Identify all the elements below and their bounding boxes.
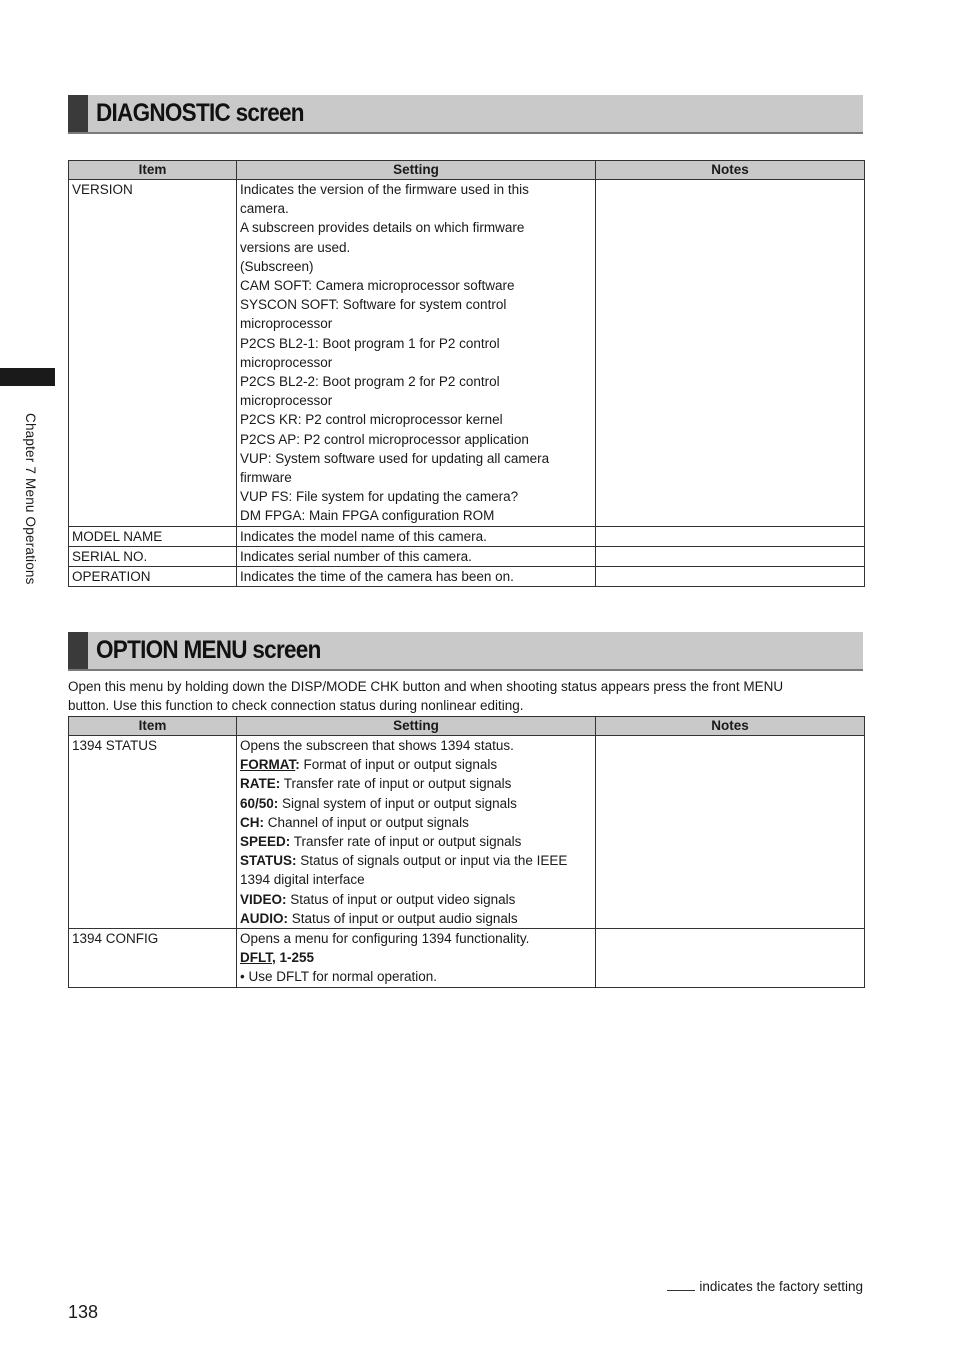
option-menu-section-header (68, 632, 863, 671)
table-row (69, 546, 865, 566)
setting-line (240, 870, 592, 889)
setting-line: • Use DFLT for normal operation. (240, 969, 438, 985)
setting-cell (237, 736, 596, 929)
setting-cell: Indicates the time of the camera has been on. (237, 567, 596, 587)
factory-default-value: DFLT (240, 950, 272, 966)
chapter-tab-marker (0, 368, 55, 386)
table-row (69, 526, 865, 546)
setting-line: SYSCON SOFT: Software for system control (240, 297, 507, 313)
page-number: 138 (68, 1302, 99, 1322)
option-menu-title: OPTION MENU screen (96, 636, 321, 664)
setting-key: STATUS: (240, 853, 297, 869)
setting-line (240, 755, 592, 774)
table-row (69, 929, 865, 988)
item-cell: VERSION (69, 180, 237, 527)
range-values: , 1-255 (272, 950, 315, 966)
factory-default-key: FORMAT (240, 757, 296, 773)
setting-cell (237, 180, 596, 527)
table-row (69, 736, 865, 929)
setting-line: VUP: System software used for updating all camera (240, 450, 550, 466)
table-row (69, 567, 865, 587)
setting-text: Status of input or output video signals (286, 891, 516, 907)
header-notes: Notes (596, 161, 865, 180)
notes-cell (596, 546, 865, 566)
setting-line: CAM SOFT: Camera microprocessor software (240, 278, 515, 294)
setting-line (240, 774, 592, 793)
setting-line: (Subscreen) (240, 258, 314, 274)
setting-line: A subscreen provides details on which firmware (240, 220, 525, 236)
notes-cell (596, 526, 865, 546)
setting-line: DM FPGA: Main FPGA configuration ROM (240, 508, 495, 524)
item-cell: OPERATION (69, 567, 237, 587)
header-setting: Setting (237, 161, 596, 180)
setting-line: firmware (240, 470, 292, 486)
option-menu-intro (68, 677, 868, 715)
setting-text: Channel of input or output signals (264, 814, 469, 830)
setting-line (240, 909, 592, 928)
key-separator: : (295, 757, 300, 773)
setting-text: Transfer rate of input or output signals (280, 776, 512, 792)
setting-text: 1394 digital interface (240, 872, 365, 888)
item-cell: 1394 STATUS (69, 736, 237, 929)
section-accent (68, 95, 88, 132)
setting-line (240, 832, 592, 851)
setting-key: SPEED: (240, 834, 291, 850)
underline-sample (667, 1290, 695, 1291)
setting-cell: Indicates serial number of this camera. (237, 546, 596, 566)
setting-key: 60/50: (240, 795, 279, 811)
legend-text: indicates the factory setting (699, 1279, 863, 1294)
header-item: Item (69, 161, 237, 180)
setting-line: microprocessor (240, 393, 333, 409)
setting-text: Format of input or output signals (299, 757, 498, 773)
setting-line (240, 851, 592, 870)
notes-cell (596, 929, 865, 988)
setting-line (240, 794, 592, 813)
table-header-row (69, 161, 865, 180)
item-cell: MODEL NAME (69, 526, 237, 546)
notes-cell (596, 180, 865, 527)
setting-key: CH: (240, 814, 264, 830)
header-setting: Setting (237, 717, 596, 736)
intro-line: button. Use this function to check connection status during nonlinear editing. (68, 698, 524, 713)
setting-key: AUDIO: (240, 910, 288, 926)
header-item: Item (69, 717, 237, 736)
setting-cell: Indicates the model name of this camera. (237, 526, 596, 546)
setting-line: P2CS BL2-2: Boot program 2 for P2 control (240, 374, 500, 390)
item-cell: 1394 CONFIG (69, 929, 237, 988)
diagnostic-title: DIAGNOSTIC screen (96, 99, 304, 127)
diagnostic-section-header (68, 95, 863, 134)
setting-cell (237, 929, 596, 988)
setting-range-line (240, 948, 592, 967)
factory-setting-legend (667, 1279, 863, 1294)
setting-line: VUP FS: File system for updating the camera? (240, 489, 519, 505)
intro-line: Open this menu by holding down the DISP/MODE CHK button and when shooting status appears press the front MENU (68, 679, 784, 694)
setting-key: RATE: (240, 776, 281, 792)
setting-line: Indicates the version of the firmware used in this (240, 182, 529, 197)
setting-line: Opens the subscreen that shows 1394 status. (240, 738, 514, 753)
setting-line: Opens a menu for configuring 1394 functionality. (240, 931, 530, 947)
option-menu-table (68, 716, 865, 988)
setting-line: microprocessor (240, 316, 333, 332)
header-notes: Notes (596, 717, 865, 736)
table-header-row (69, 717, 865, 736)
setting-line: P2CS AP: P2 control microprocessor application (240, 431, 529, 447)
setting-text: Status of input or output audio signals (288, 910, 518, 926)
notes-cell (596, 736, 865, 929)
table-row (69, 180, 865, 527)
setting-line (240, 813, 592, 832)
chapter-label: Chapter 7 Menu Operations (23, 413, 38, 585)
setting-line (240, 890, 592, 909)
setting-line: microprocessor (240, 354, 333, 370)
setting-line: P2CS KR: P2 control microprocessor kernel (240, 412, 503, 428)
section-accent (68, 632, 88, 669)
setting-key: VIDEO: (240, 891, 287, 907)
setting-line: P2CS BL2-1: Boot program 1 for P2 control (240, 335, 500, 351)
item-cell: SERIAL NO. (69, 546, 237, 566)
setting-line: versions are used. (240, 239, 351, 255)
setting-text: Signal system of input or output signals (278, 795, 517, 811)
diagnostic-table (68, 160, 865, 587)
notes-cell (596, 567, 865, 587)
setting-text: Transfer rate of input or output signals (290, 834, 522, 850)
setting-text: Status of signals output or input via the IEEE (296, 853, 568, 869)
setting-line: camera. (240, 201, 289, 217)
